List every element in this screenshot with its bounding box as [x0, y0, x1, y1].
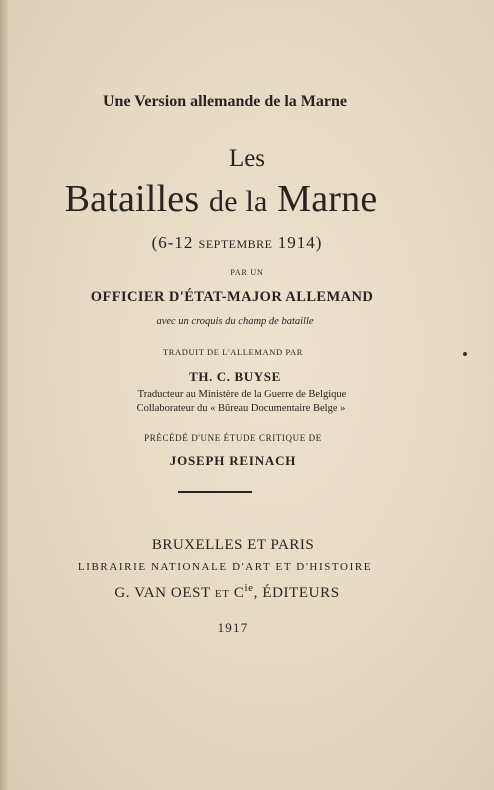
publisher-part2: C	[229, 585, 245, 601]
publisher-ie: ie	[244, 582, 254, 594]
main-title	[0, 177, 468, 221]
title-les: Les	[228, 145, 266, 172]
croquis-line: avec un croquis du champ de bataille	[156, 316, 314, 327]
main-title-part3: Marne	[277, 178, 378, 220]
dates-open: (6-12	[151, 233, 199, 252]
par-un: PAR UN	[230, 268, 264, 277]
publication-year: 1917	[217, 620, 249, 635]
main-title-part1: Batailles	[64, 178, 200, 220]
publisher-part1: G. VAN OEST	[114, 585, 215, 601]
dates-month: SEPTEMBRE	[198, 237, 273, 251]
publisher-line	[0, 582, 474, 602]
publisher-part3: , ÉDITEURS	[253, 585, 340, 601]
place-line: BRUXELLES ET PARIS	[151, 537, 315, 553]
translated-by: TRADUIT DE L'ALLEMAND PAR	[162, 347, 304, 357]
series-line: Une Version allemande de la Marne	[103, 93, 347, 110]
main-title-part2: de la	[209, 185, 268, 218]
translator-note-1: Traducteur au Ministère de la Guerre de Belgique	[137, 389, 347, 400]
preceded-by: PRÉCÉDÉ D'UNE ÉTUDE CRITIQUE DE	[144, 433, 322, 443]
translator-note-2: Collaborateur du « Bûreau Documentaire Belge »	[136, 403, 346, 414]
critic-name: JOSEPH REINACH	[169, 453, 297, 468]
ink-dot	[463, 352, 467, 356]
translator-name: TH. C. BUYSE	[189, 369, 281, 384]
divider-rule	[178, 491, 252, 493]
dates-line	[0, 233, 484, 253]
publisher-et: ET	[214, 588, 230, 600]
dates-close: 1914)	[272, 233, 323, 252]
publisher-house-line: LIBRAIRIE NATIONALE D'ART ET D'HISTOIRE	[77, 561, 373, 573]
author-line: OFFICIER D'ÉTAT-MAJOR ALLEMAND	[90, 289, 374, 305]
